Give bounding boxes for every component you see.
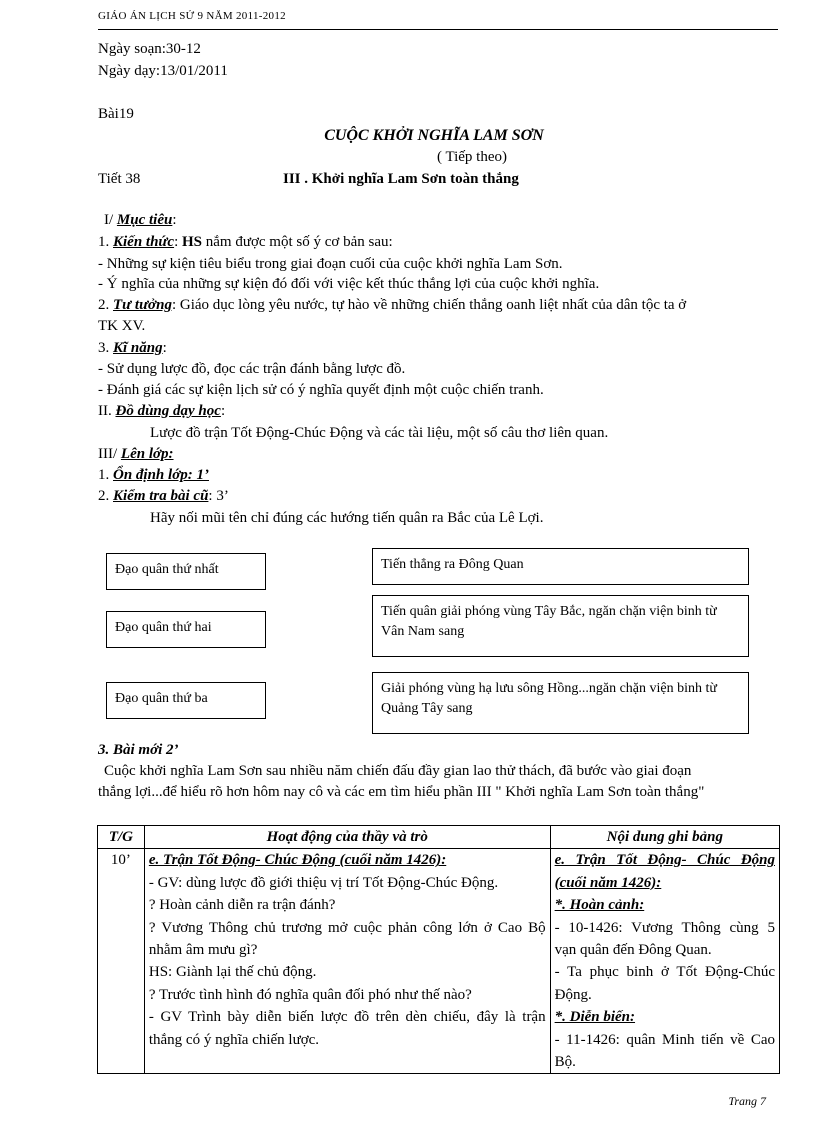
header-rule	[98, 29, 778, 30]
knowledge-item-2: - Ý nghĩa của những sự kiện đó đối với việc kết thúc thắng lợi của cuộc khởi nghĩa.	[98, 276, 600, 292]
activity-item: ? Vương Thông chủ trương mở cuộc phản công lớn ở Cao Bộ nhằm âm mưu gì?	[148, 919, 546, 959]
teaching-date: Ngày dạy:13/01/2011	[98, 63, 228, 79]
content-item: - Ta phục binh ở Tốt Động-Chúc Động.	[554, 964, 775, 1003]
skills-item-2: - Đánh giá các sự kiện lịch sử có ý nghĩa quyết định một cuộc chiến tranh.	[98, 382, 544, 398]
class-management: 1. Ổn định lớp: 1’	[98, 467, 209, 483]
direction-box-3: Giải phóng vùng hạ lưu sông Hồng...ngăn chặn viện binh từ Quảng Tây sang	[372, 672, 749, 734]
new-lesson-heading: 3. Bài mới 2’	[98, 742, 179, 758]
direction-box-2: Tiến quân giải phóng vùng Tây Bắc, ngăn chặn viện binh từ Vân Nam sang	[372, 595, 749, 657]
header-activity: Hoạt động của thầy và trò	[144, 826, 550, 849]
content-title: e. Trận Tốt Động- Chúc Động (cuối năm 1426):	[554, 852, 775, 891]
time-cell: 10’	[98, 849, 145, 1074]
new-lesson-intro-2: thắng lợi...để hiểu rõ hơn hôm nay cô và các em tìm hiểu phần III " Khởi nghĩa Lam Sơn toàn thắng"	[98, 784, 705, 800]
old-lesson-check: 2. Kiểm tra bài cũ: 3’	[98, 488, 229, 504]
activity-item: HS: Giành lại thế chủ động.	[148, 964, 317, 981]
knowledge-line: 1. Kiến thức: HS nắm được một số ý cơ bản sau:	[98, 234, 393, 250]
lesson-plan-table	[97, 825, 780, 1074]
direction-box-1: Tiến thẳng ra Đông Quan	[372, 548, 749, 585]
context-heading: *. Hoàn cảnh:	[554, 897, 645, 914]
events-heading: *. Diễn biến:	[554, 1009, 636, 1026]
activity-item: ? Hoàn cảnh diễn ra trận đánh?	[148, 897, 336, 914]
activity-title: e. Trận Tốt Động- Chúc Động (cuối năm 1426):	[148, 852, 447, 869]
knowledge-item-1: - Những sự kiện tiêu biểu trong giai đoạn cuối của cuộc khởi nghĩa Lam Sơn.	[98, 256, 563, 272]
period-number: Tiết 38	[98, 171, 141, 187]
document-header: GIÁO ÁN LỊCH SỬ 9 NĂM 2011-2012	[98, 10, 286, 22]
army-box-2: Đạo quân thứ hai	[106, 611, 266, 648]
lesson-title: CUỘC KHỞI NGHĨA LAM SƠN	[324, 127, 544, 144]
tools-text: Lược đồ trận Tốt Động-Chúc Động và các tài liệu, một số câu thơ liên quan.	[150, 425, 609, 441]
objectives-heading: I/ Mục tiêu:	[104, 212, 177, 228]
skills-heading: 3. Kĩ năng:	[98, 340, 167, 356]
page-number: Trang 7	[728, 1094, 766, 1108]
table-row	[98, 849, 780, 1074]
lesson-subtitle: ( Tiếp theo)	[436, 149, 507, 165]
lesson-number: Bài19	[98, 106, 134, 122]
skills-item-1: - Sử dụng lược đồ, đọc các trận đánh bằng lược đồ.	[98, 361, 406, 377]
content-cell	[550, 849, 779, 1074]
header-content: Nội dung ghi bảng	[550, 826, 779, 849]
content-item: - 10-1426: Vương Thông cùng 5 vạn quân đến Đông Quan.	[554, 919, 775, 959]
attitude-line-cont: TK XV.	[98, 318, 146, 334]
new-lesson-intro-1: Cuộc khởi nghĩa Lam Sơn sau nhiều năm chiến đấu đầy gian lao thử thách, đã bước vào giai đoạn	[104, 763, 692, 779]
lesson-heading: III/ Lên lớp:	[98, 446, 174, 462]
table-header-row	[98, 826, 780, 849]
activity-item: - GV Trình bày diễn biến lược đồ trên dèn chiếu, đây là trận thắng có ý nghĩa chiến lược.	[148, 1009, 546, 1048]
preparation-date: Ngày soạn:30-12	[98, 41, 201, 57]
army-box-3: Đạo quân thứ ba	[106, 682, 266, 719]
activity-item: ? Trước tình hình đó nghĩa quân đối phó như thế nào?	[148, 986, 472, 1003]
header-time: T/G	[98, 826, 145, 849]
tools-heading: II. Đồ dùng dạy học:	[98, 403, 226, 419]
check-task: Hãy nối mũi tên chỉ đúng các hướng tiến quân ra Bắc của Lê Lợi.	[150, 510, 544, 526]
activity-cell	[144, 849, 550, 1074]
section-title: III . Khởi nghĩa Lam Sơn toàn thắng	[283, 171, 519, 187]
army-box-1: Đạo quân thứ nhất	[106, 553, 266, 590]
attitude-line: 2. Tư tưởng: Giáo dục lòng yêu nước, tự hào về những chiến thắng oanh liệt nhất của dân tộc ta ở	[98, 297, 687, 313]
activity-item: - GV: dùng lược đồ giới thiệu vị trí Tốt Động-Chúc Động.	[148, 874, 499, 891]
content-item: - 11-1426: quân Minh tiến về Cao Bộ.	[554, 1031, 775, 1071]
